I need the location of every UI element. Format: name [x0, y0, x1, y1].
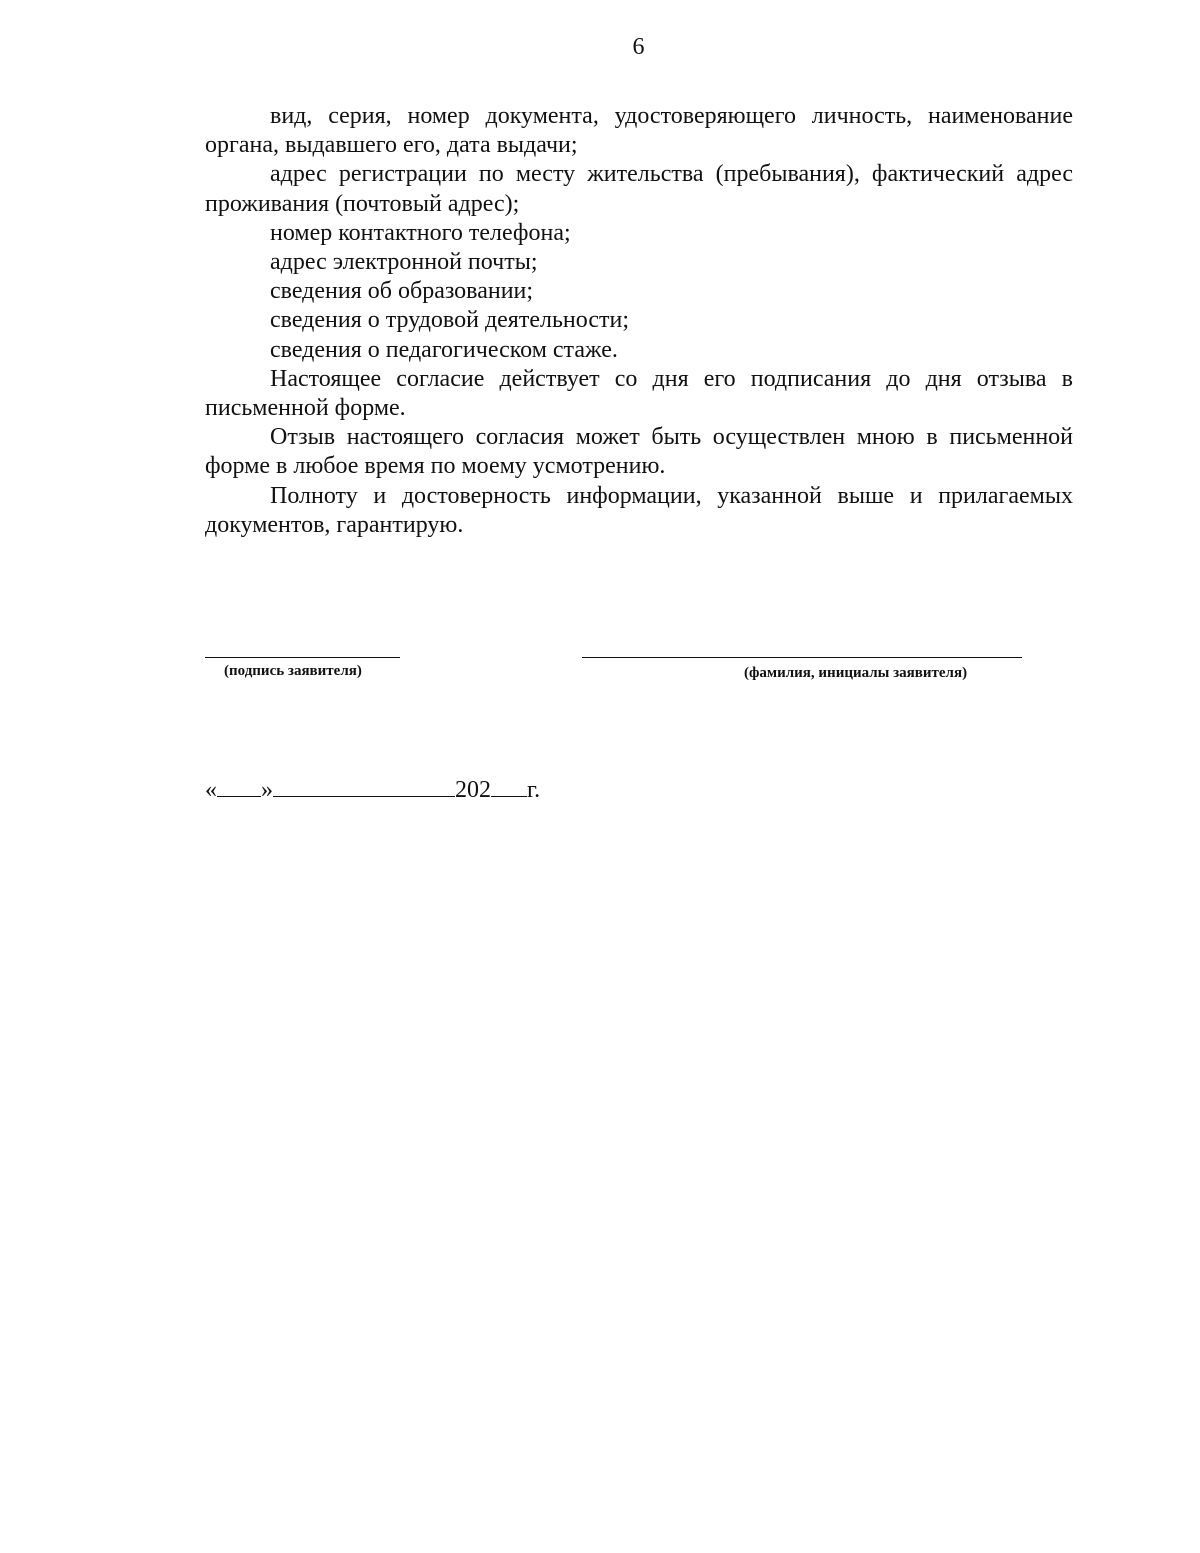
paragraph-education: сведения об образовании; — [270, 278, 534, 305]
date-close-quote: » — [261, 777, 273, 803]
signature-line[interactable] — [205, 657, 400, 658]
date-year-suffix: г. — [527, 777, 541, 803]
signature-caption: (подпись заявителя) — [224, 663, 362, 679]
date-year-prefix: 202 — [455, 777, 491, 803]
date-month-blank[interactable] — [273, 772, 455, 797]
paragraph-teaching-experience: сведения о педагогическом стаже. — [270, 336, 618, 363]
date-day-blank[interactable] — [217, 772, 261, 797]
paragraph-consent-validity: Настоящее согласие действует со дня его подписания до дня отзыва в письменной форме. — [205, 365, 1073, 422]
paragraph-id-document: вид, серия, номер документа, удостоверяющего личность, наименование органа, выдавшего его, дата выдачи; — [205, 103, 1073, 159]
paragraph-phone: номер контактного телефона; — [270, 219, 571, 246]
date-year-blank[interactable] — [491, 772, 527, 797]
name-initials-line[interactable] — [582, 657, 1022, 658]
date-field — [205, 772, 540, 805]
name-initials-caption: (фамилия, инициалы заявителя) — [744, 665, 968, 681]
paragraph-address: адрес регистрации по месту жительства (пребывания), фактический адрес проживания (почтовый адрес); — [205, 161, 1073, 217]
document-body — [205, 102, 1073, 540]
paragraph-employment: сведения о трудовой деятельности; — [270, 307, 630, 334]
paragraph-email: адрес электронной почты; — [270, 249, 538, 276]
paragraph-consent-withdrawal: Отзыв настоящего согласия может быть осуществлен мною в письменной форме в любое время по моему усмотрению. — [205, 424, 1073, 480]
page-number: 6 — [632, 34, 645, 60]
paragraph-guarantee: Полноту и достоверность информации, указанной выше и прилагаемых документов, гарантирую. — [205, 482, 1073, 538]
date-open-quote: « — [205, 777, 217, 803]
